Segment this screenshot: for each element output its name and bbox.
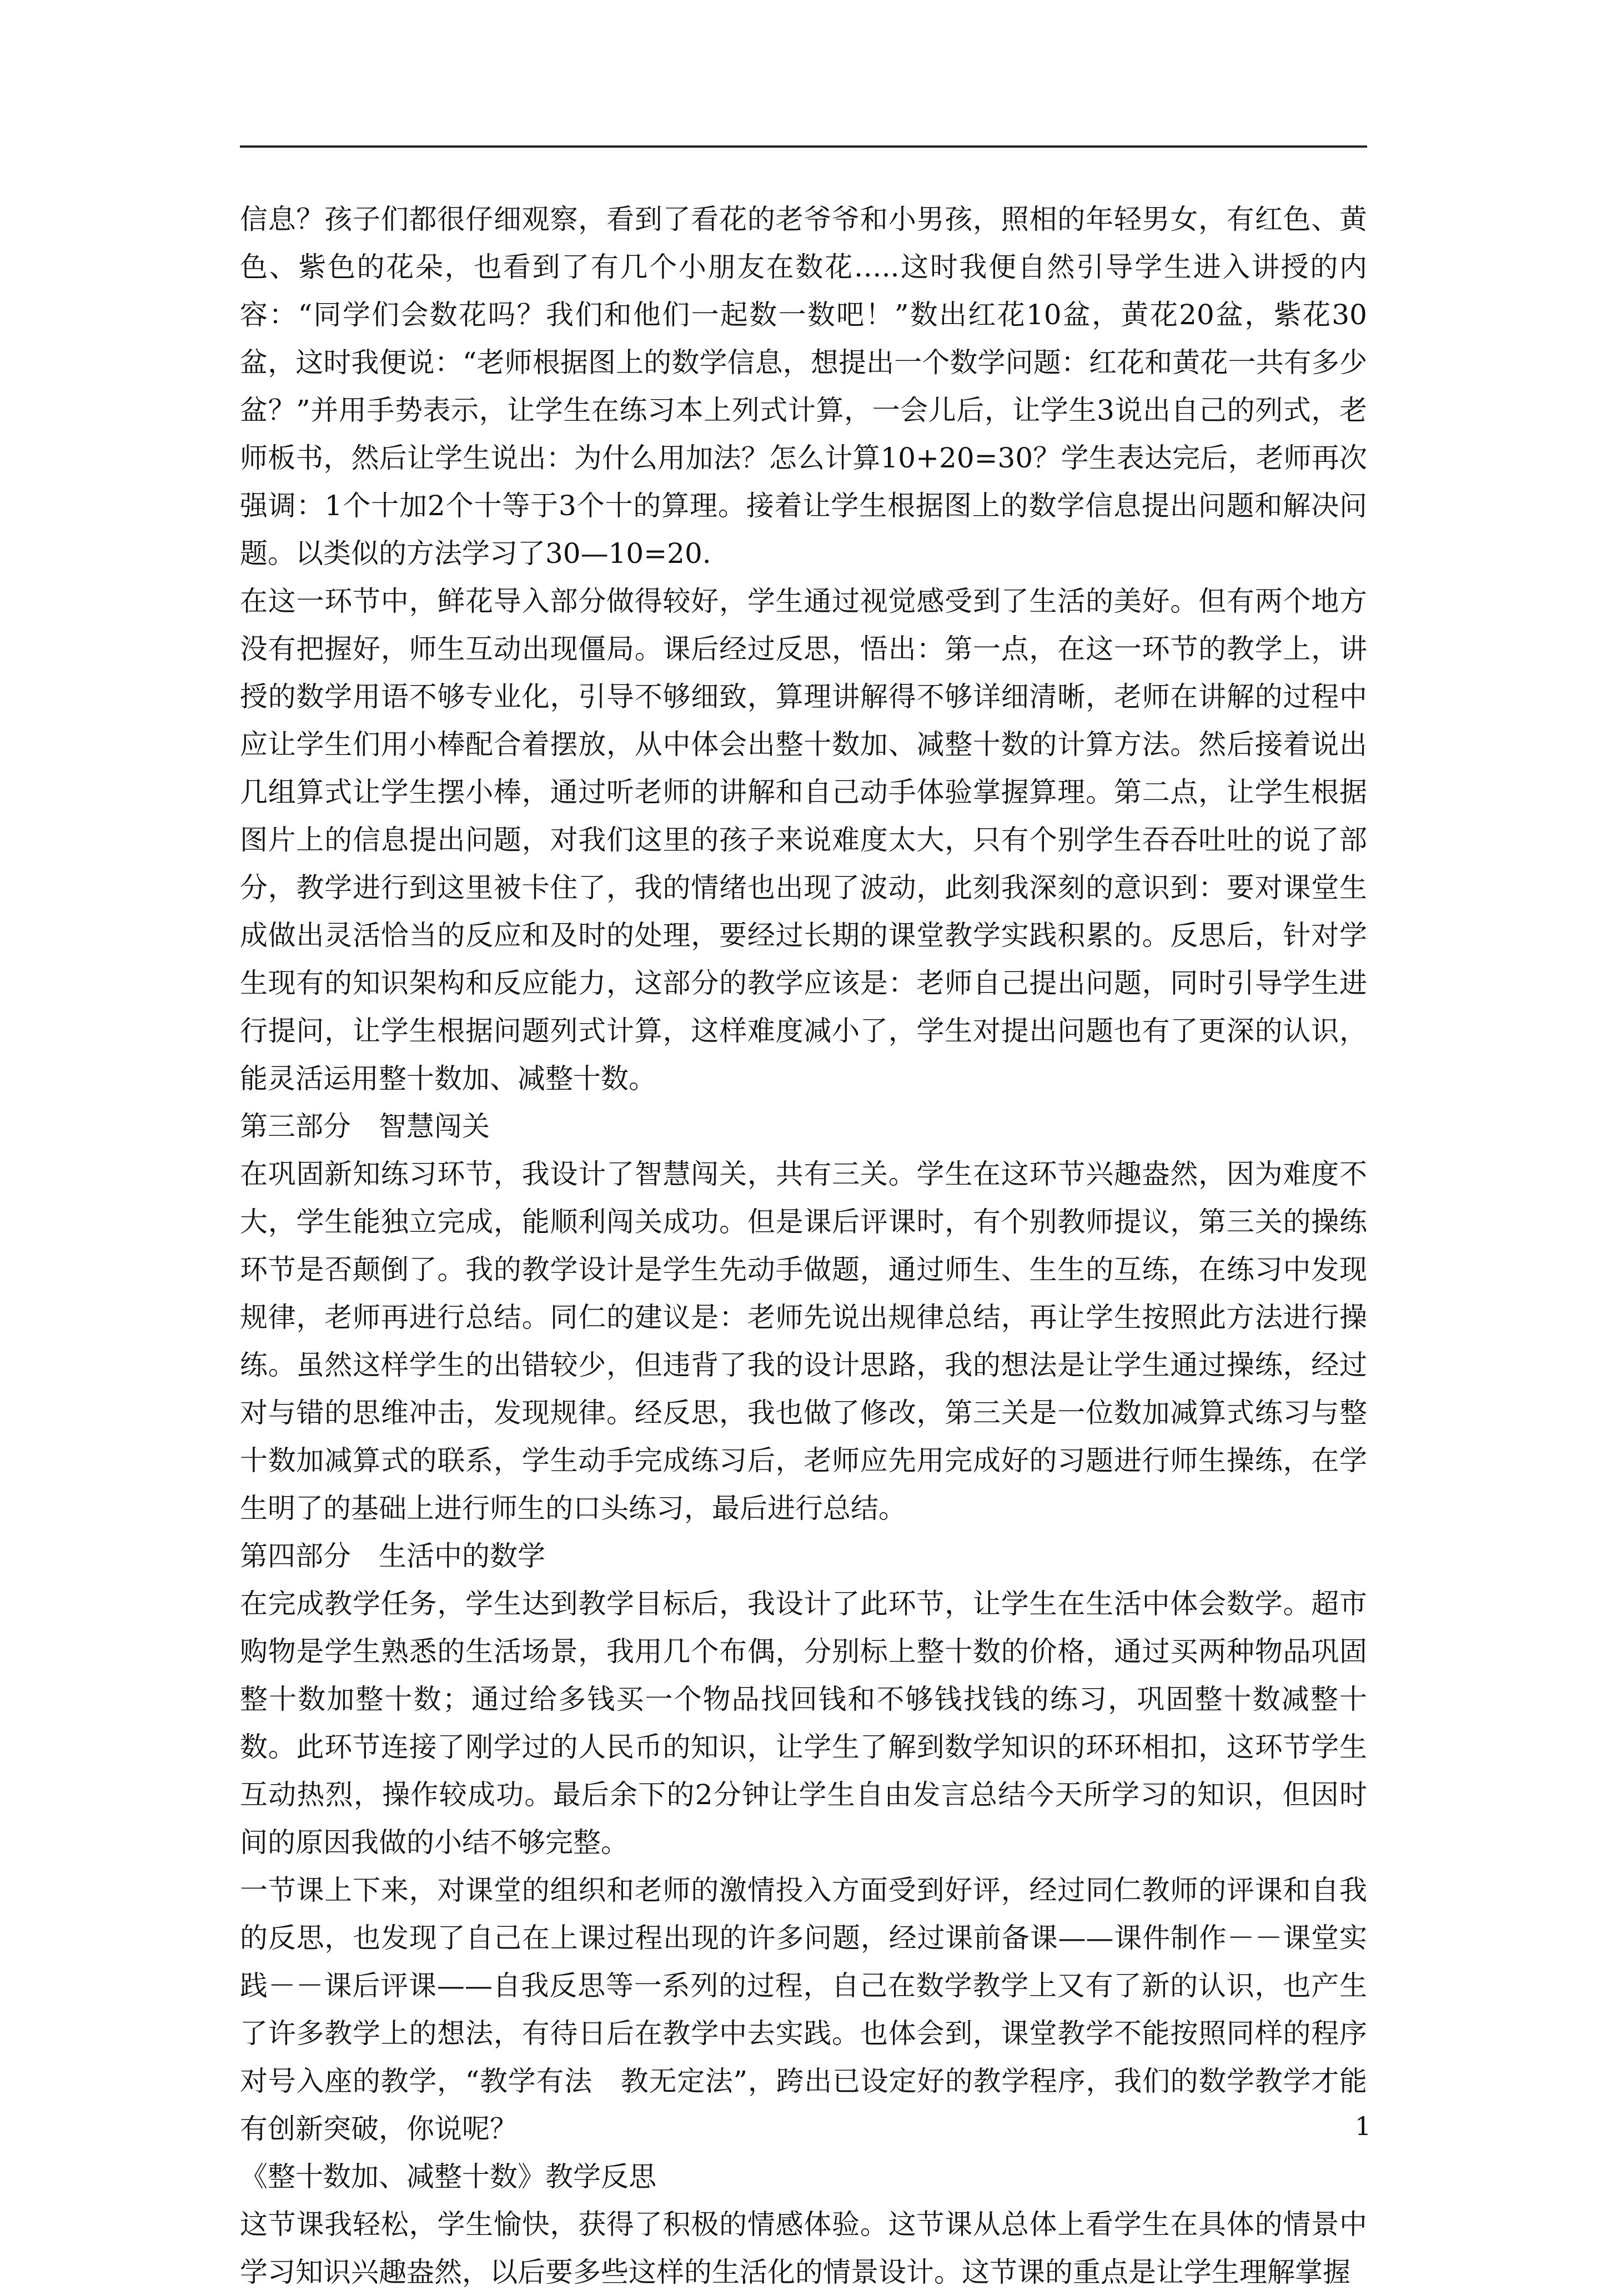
section-heading-part-three: 第三部分 智慧闯关 (240, 1110, 490, 1142)
paragraph-reflection: 在这一环节中，鲜花导入部分做得较好，学生通过视觉感受到了生活的美好。但有两个地方没有把握好，师生互动出现僵局。课后经过反思，悟出：第一点，在这一环节的教学上，讲授的数学用语不够专业化，引导不够细致，算理讲解得不够详细清晰，老师在讲解的过程中应让学生们用小棒配合着摆放，从中体会出整十数加、减整十数的计算方法。然后接着说出几组算式让学生摆小棒，通过听老师的讲解和自己动手体验掌握算理。第二点，让学生根据图片上的信息提出问题，对我们这里的孩子来说难度太大，只有个别学生吞吞吐吐的说了部分，教学进行到这里被卡住了，我的情绪也出现了波动，此刻我深刻的意识到：要对课堂生成做出灵活恰当的反应和及时的处理，要经过长期的课堂教学实践积累的。反思后，针对学生现有的知识架构和反应能力，这部分的教学应该是：老师自己提出问题，同时引导学生进行提问，让学生根据问题列式计算，这样难度减小了，学生对提出问题也有了更深的认识，能灵活运用整十数加、减整十数。 (240, 585, 1367, 1095)
page-number: 1 (1355, 2111, 1372, 2141)
paragraph-part-four: 在完成教学任务，学生达到教学目标后，我设计了此环节，让学生在生活中体会数学。超市购物是学生熟悉的生活场景，我用几个布偶，分别标上整十数的价格，通过买两种物品巩固整十数加整十数；通过给多钱买一个物品找回钱和不够钱找钱的练习，巩固整十数减整十数。此环节连接了刚学过的人民币的知识，让学生了解到数学知识的环环相扣，这环节学生互动热烈，操作较成功。最后余下的2分钟让学生自由发言总结今天所学习的知识，但因时间的原因我做的小结不够完整。 (240, 1588, 1367, 1859)
paragraph-part-three: 在巩固新知练习环节，我设计了智慧闯关，共有三关。学生在这环节兴趣盎然，因为难度不大，学生能独立完成，能顺利闯关成功。但是课后评课时，有个别教师提议，第三关的操练环节是否颠倒了。我的教学设计是学生先动手做题，通过师生、生生的互练，在练习中发现规律，老师再进行总结。同仁的建议是：老师先说出规律总结，再让学生按照此方法进行操练。虽然这样学生的出错较少，但违背了我的设计思路，我的想法是让学生通过操练，经过对与错的思维冲击，发现规律。经反思，我也做了修改，第三关是一位数加减算式练习与整十数加减算式的联系，学生动手完成练习后，老师应先用完成好的习题进行师生操练，在学生明了的基础上进行师生的口头练习，最后进行总结。 (240, 1158, 1367, 1524)
document-body (240, 195, 1367, 2296)
section-heading-part-four: 第四部分 生活中的数学 (240, 1540, 545, 1572)
paragraph-final: 这节课我轻松，学生愉快，获得了积极的情感体验。这节课从总体上看学生在具体的情景中学习知识兴趣盎然，以后要多些这样的生活化的情景设计。这节课的重点是让学生理解掌握 (240, 2208, 1367, 2288)
paragraph-summary: 一节课上下来，对课堂的组织和老师的激情投入方面受到好评，经过同仁教师的评课和自我的反思，也发现了自己在上课过程出现的许多问题，经过课前备课——课件制作－－课堂实践－－课后评课——自我反思等一系列的过程，自己在数学教学上又有了新的认识，也产生了许多教学上的想法，有待日后在教学中去实践。也体会到，课堂教学不能按照同样的程序对号入座的教学，“教学有法 教无定法”，跨出已设定好的教学程序，我们的数学教学才能有创新突破，你说呢？ (240, 1874, 1367, 2145)
paragraph-continuation: 信息？孩子们都很仔细观察，看到了看花的老爷爷和小男孩，照相的年轻男女，有红色、黄色、紫色的花朵，也看到了有几个小朋友在数花…..这时我便自然引导学生进入讲授的内容：“同学们会数花吗？我们和他们一起数一数吧！”数出红花10盆，黄花20盆，紫花30盆，这时我便说：“老师根据图上的数学信息，想提出一个数学问题：红花和黄花一共有多少盆？”并用手势表示，让学生在练习本上列式计算，一会儿后，让学生3说出自己的列式，老师板书，然后让学生说出：为什么用加法？怎么计算10+20=30？学生表达完后，老师再次强调：1个十加2个十等于3个十的算理。接着让学生根据图上的数学信息提出问题和解决问题。以类似的方法学习了30—10=20. (240, 203, 1367, 570)
section-heading-reflection-title: 《整十数加、减整十数》教学反思 (240, 2161, 656, 2193)
header-rule (240, 145, 1367, 148)
